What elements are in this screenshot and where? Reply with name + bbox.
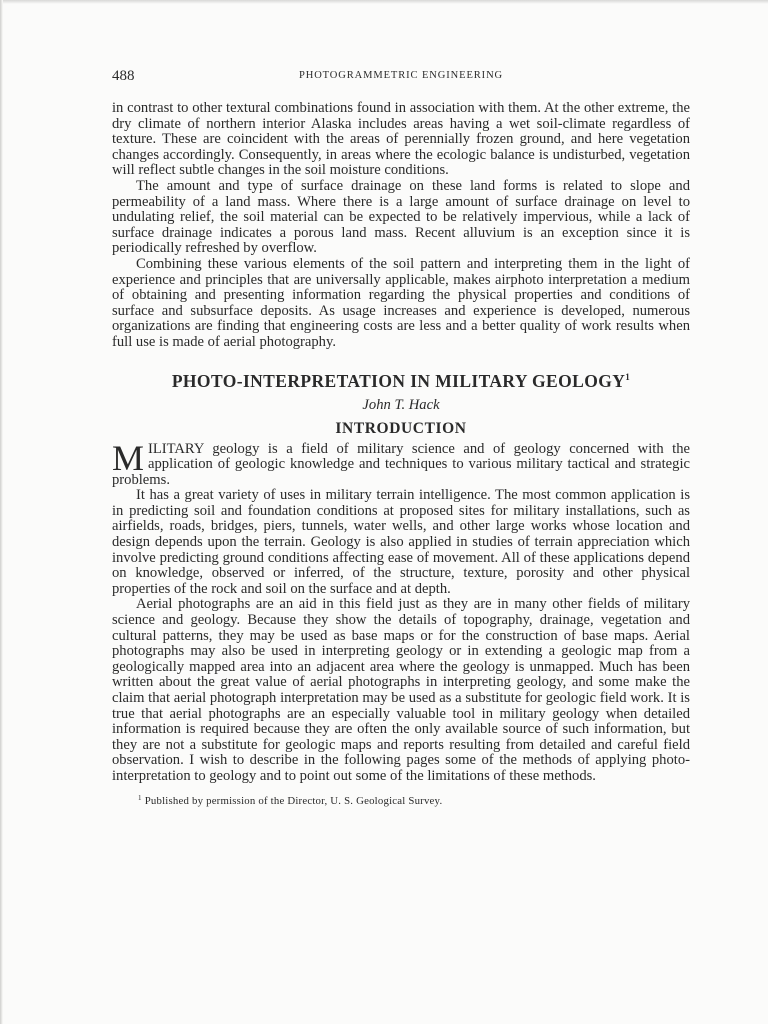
- journal-title: PHOTOGRAMMETRIC ENGINEERING: [298, 70, 504, 81]
- article-title-text: PHOTO-INTERPRETATION IN MILITARY GEOLOGY: [171, 370, 626, 391]
- continued-paragraph: in contrast to other textural combinations found in association with them. At the other extreme, the dry climate of northern interior Alaska includes areas having a wet soil-climate regardless of texture. These are coincident with the areas of perennially frozen ground, and here vegetation changes accordingly. Consequently, in areas where the ecologic balance is undisturbed, vegetation will reflect subtle changes in the soil moisture conditions.: [112, 100, 690, 179]
- article-title: [112, 366, 690, 392]
- running-head: [112, 68, 690, 86]
- opening-paragraph: [112, 437, 690, 489]
- scan-edge-top: [0, 0, 768, 4]
- title-footnote-mark: 1: [625, 371, 631, 382]
- page-body: [112, 101, 690, 808]
- footnote-mark: 1: [138, 793, 142, 802]
- article-author: John T. Hack: [362, 396, 440, 413]
- footnote: [112, 791, 690, 808]
- footnote-text: Published by permission of the Director, U. S. Geological Survey.: [144, 794, 443, 807]
- drop-cap: M: [112, 437, 145, 478]
- paragraph-surface-drainage: The amount and type of surface drainage on these land forms is related to slope and permeability of a land mass. Where there is a large amount of surface drainage on level to undulating relief, the soil material can be expected to be relatively impervious, while a lack of surface drainage indicates a porous land mass. Recent alluvium is an exception since it is periodically refreshed by overflow.: [112, 177, 690, 257]
- page-number: 488: [112, 68, 135, 84]
- paragraph-military-terrain: It has a great variety of uses in military terrain intelligence. The most common application is in predicting soil and foundation conditions at proposed sites for military installations, such as airfields, roads, bridges, piers, tunnels, water wells, and other large works whose location and design depends upon the terrain. Geology is also applied in studies of terrain appreciation which involve predicting ground conditions affecting ease of movement. All of these applications depend on knowledge, observed or inferred, of the structure, texture, porosity and other physical properties of the rock and soil on the surface and at depth.: [112, 487, 690, 597]
- paragraph-aerial-photographs: Aerial photographs are an aid in this field just as they are in many other fields of military science and geology. Because they show the details of topography, drainage, vegetation and cultural patterns, they may be used as base maps or for the construction of base maps. Aerial photographs may also be used in interpreting geology or in extending a geologic map from a geologically mapped area into an adjacent area where the geology is unmapped. Much has been written about the great value of aerial photographs in interpreting geology, and some make the claim that aerial photograph interpretation may be used as a substitute for geologic field work. It is true that aerial photographs are an especially valuable tool in military geology when detailed information is required because they are often the only available source of such information, but they are not a substitute for geologic maps and reports resulting from detailed and careful field observation. I wish to describe in the following pages some of the methods of applying photo-interpretation to geology and to point out some of the limitations of these methods.: [112, 596, 690, 784]
- section-heading-introduction: INTRODUCTION: [335, 419, 467, 437]
- opening-paragraph-text: ILITARY geology is a field of military science and of geology concerned with the application of geologic knowledge and techniques to various military tactical and strategic problems.: [112, 440, 690, 488]
- scan-edge-left: [0, 0, 3, 1024]
- paragraph-combining-elements: Combining these various elements of the soil pattern and interpreting them in the light of experience and principles that are universally applicable, makes airphoto interpretation a medium of obtaining and presenting information regarding the physical properties and conditions of surface and subsurface deposits. As usage increases and experience is developed, numerous organizations are finding that engineering costs are less and a better quality of work results when full use is made of aerial photography.: [112, 255, 690, 350]
